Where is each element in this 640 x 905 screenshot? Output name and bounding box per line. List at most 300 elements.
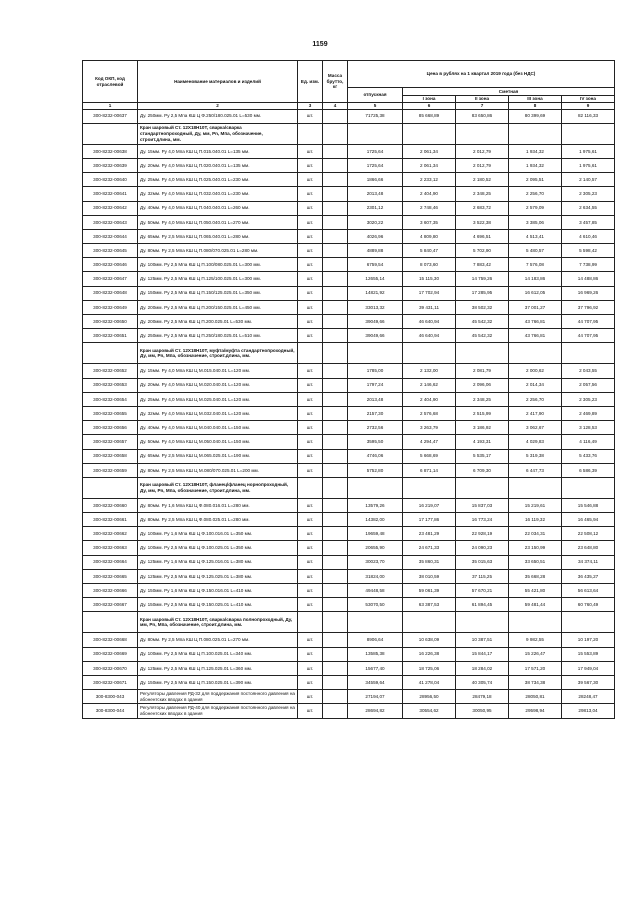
price-zone-3: 5 319,38 [509, 449, 562, 463]
item-name: Ду. 50мм. Ру 4,0 Мпа КШ Ц П.050.040.01 L=270 мм. [138, 215, 298, 229]
item-mass [323, 675, 348, 689]
item-code: 300-8232-00662 [83, 527, 138, 541]
item-code: 300-8232-00659 [83, 463, 138, 477]
empty-cell [456, 123, 509, 144]
price-release: 19659,48 [348, 527, 403, 541]
price-release: 49448,58 [348, 584, 403, 598]
table-row [83, 513, 615, 527]
price-zone-1: 2 061,34 [403, 144, 456, 158]
price-zone-4: 2 469,89 [562, 406, 615, 420]
item-mass [323, 300, 348, 314]
price-zone-3: 3 062,67 [509, 421, 562, 435]
item-unit: шт. [298, 584, 323, 598]
price-zone-3: 4 513,41 [509, 229, 562, 243]
price-release: 1725,64 [348, 158, 403, 172]
item-name: Ду. 15мм. Ру 4,0 Мпа КШ Ц М.015.040.01 L=120 мм. [138, 364, 298, 378]
item-unit: шт. [298, 109, 323, 123]
price-zone-1: 46 640,94 [403, 315, 456, 329]
price-zone-3: 2 014,34 [509, 378, 562, 392]
price-release: 2732,56 [348, 421, 403, 435]
empty-cell [562, 477, 615, 498]
item-name: Ду. 15мм. Ру 4,0 Мпа КШ Ц П.015.040.01 L=135 мм. [138, 144, 298, 158]
table-row [83, 300, 615, 314]
item-unit: шт. [298, 329, 323, 343]
empty-cell [323, 612, 348, 633]
item-unit: шт. [298, 286, 323, 300]
table-row [83, 633, 615, 647]
item-unit: шт. [298, 647, 323, 661]
section-row [83, 477, 615, 498]
empty-cell [348, 477, 403, 498]
price-zone-3: 1 934,32 [509, 158, 562, 172]
price-zone-4: 4 116,49 [562, 435, 615, 449]
price-zone-4: 22 508,12 [562, 527, 615, 541]
empty-cell [403, 477, 456, 498]
table-row [83, 315, 615, 329]
item-name: Ду. 125мм. Ру 1,6 Мпа КШ Ц Ф.125.016.01 L=380 мм. [138, 555, 298, 569]
column-index: 8 [509, 103, 562, 110]
item-mass [323, 315, 348, 329]
price-zone-2: 22 928,19 [456, 527, 509, 541]
section-title: Кран шаровый Ст. 12Х18Н10Т, сварка/сварка полнопроходный, Ду, мм, Pn, Мпа, обозначение, строит.длина, мм. [138, 612, 298, 633]
item-unit: шт. [298, 498, 323, 512]
empty-cell [323, 343, 348, 364]
item-mass [323, 364, 348, 378]
price-release: 12655,14 [348, 272, 403, 286]
price-zone-4: 15 546,88 [562, 498, 615, 512]
table-row [83, 144, 615, 158]
item-mass [323, 498, 348, 512]
price-zone-2: 2 683,72 [456, 201, 509, 215]
price-zone-4: 2 057,56 [562, 378, 615, 392]
item-name: Ду. 150мм. Ру 2,5 Мпа КШ Ц П.150.025.01 L=390 мм. [138, 675, 298, 689]
price-zone-3: 15 219,61 [509, 498, 562, 512]
price-zone-3: 2 000,62 [509, 364, 562, 378]
item-mass [323, 513, 348, 527]
item-mass [323, 661, 348, 675]
price-zone-4: 37 796,92 [562, 300, 615, 314]
price-zone-3: 55 421,80 [509, 584, 562, 598]
section-row [83, 612, 615, 633]
item-code: 300-8232-00657 [83, 435, 138, 449]
price-zone-1: 4 294,47 [403, 435, 456, 449]
item-mass [323, 187, 348, 201]
price-zone-3: 43 766,81 [509, 315, 562, 329]
price-release: 2013,48 [348, 187, 403, 201]
price-zone-4: 23 648,80 [562, 541, 615, 555]
price-zone-2: 37 115,25 [456, 569, 509, 583]
price-zone-4: 2 634,55 [562, 201, 615, 215]
price-zone-4: 2 305,23 [562, 187, 615, 201]
item-code: 300-8232-00670 [83, 661, 138, 675]
item-unit: шт. [298, 258, 323, 272]
table-row [83, 647, 615, 661]
item-unit: шт. [298, 300, 323, 314]
table-row [83, 286, 615, 300]
empty-cell [298, 477, 323, 498]
price-zone-1: 18 725,06 [403, 661, 456, 675]
price-release: 8906,64 [348, 633, 403, 647]
column-index: 3 [298, 103, 323, 110]
price-zone-3: 6 447,73 [509, 463, 562, 477]
header-code: Код ОКП, код отраслевой [83, 61, 138, 103]
table-row [83, 675, 615, 689]
price-zone-1: 85 668,89 [403, 109, 456, 123]
column-index: 4 [323, 103, 348, 110]
price-zone-1: 2 404,90 [403, 187, 456, 201]
price-zone-4: 4 610,46 [562, 229, 615, 243]
item-code: 300-8232-00639 [83, 158, 138, 172]
item-code: 300-8232-00640 [83, 173, 138, 187]
price-zone-1: 2 061,34 [403, 158, 456, 172]
item-code: 300-8232-00663 [83, 541, 138, 555]
price-release: 39049,66 [348, 329, 403, 343]
item-unit: шт. [298, 513, 323, 527]
price-release: 39049,66 [348, 315, 403, 329]
item-code: 300-8300-043 [83, 690, 138, 704]
price-zone-1: 2 132,00 [403, 364, 456, 378]
price-zone-1: 63 387,53 [403, 598, 456, 612]
table-row [83, 215, 615, 229]
price-zone-2: 2 180,52 [456, 173, 509, 187]
price-zone-3: 16 612,05 [509, 286, 562, 300]
header-zone-4: IV зона [562, 96, 615, 103]
item-mass [323, 421, 348, 435]
item-name: Ду. 20мм. Ру 4,0 Мпа КШ Ц П.020.040.01 L=135 мм. [138, 158, 298, 172]
table-body [83, 109, 615, 718]
price-zone-2: 2 515,99 [456, 406, 509, 420]
price-zone-1: 2 404,90 [403, 392, 456, 406]
item-code: 300-8300-044 [83, 704, 138, 718]
price-zone-4: 3 457,85 [562, 215, 615, 229]
empty-cell [509, 477, 562, 498]
item-unit: шт. [298, 392, 323, 406]
item-mass [323, 633, 348, 647]
item-code: 300-8232-00654 [83, 392, 138, 406]
item-name: Ду. 100мм. Ру 1,6 Мпа КШ Ц Ф.100.016.01 L=350 мм. [138, 527, 298, 541]
price-zone-3: 43 766,81 [509, 329, 562, 343]
price-release: 4889,88 [348, 244, 403, 258]
price-zone-4: 10 197,20 [562, 633, 615, 647]
item-name: Ду. 100мм. Ру 2,5 Мпа КШ Ц Ф.100.025.01 L=350 мм. [138, 541, 298, 555]
price-zone-2: 40 305,74 [456, 675, 509, 689]
item-name: Ду. 250мм. Ру 2,5 Мпа КШ Ц Ф.250/180.025.01 L=530 мм. [138, 109, 298, 123]
price-zone-3: 7 576,08 [509, 258, 562, 272]
price-zone-4: 28248,47 [562, 690, 615, 704]
item-name: Ду. 80мм. Ру 2,5 Мпа КШ Ц М.080/070.025.01 L=200 мм. [138, 463, 298, 477]
price-zone-4: 16 465,94 [562, 513, 615, 527]
item-mass [323, 109, 348, 123]
price-zone-3: 1 934,32 [509, 144, 562, 158]
column-index: 1 [83, 103, 138, 110]
table-row [83, 704, 615, 718]
price-zone-1: 2 233,12 [403, 173, 456, 187]
price-zone-2: 61 894,45 [456, 598, 509, 612]
price-zone-1: 3 263,79 [403, 421, 456, 435]
price-release: 1866,66 [348, 173, 403, 187]
price-zone-4: 1 975,61 [562, 144, 615, 158]
price-zone-3: 2 417,90 [509, 406, 562, 420]
item-unit: шт. [298, 144, 323, 158]
empty-cell [509, 123, 562, 144]
price-release: 2157,30 [348, 406, 403, 420]
price-zone-3: 17 571,20 [509, 661, 562, 675]
item-unit: шт. [298, 272, 323, 286]
empty-cell [509, 343, 562, 364]
price-zone-2: 2 348,25 [456, 187, 509, 201]
price-zone-1: 35 860,31 [403, 555, 456, 569]
item-mass [323, 435, 348, 449]
table-row [83, 187, 615, 201]
price-zone-2: 18 284,02 [456, 661, 509, 675]
item-mass [323, 201, 348, 215]
empty-cell [348, 343, 403, 364]
item-unit: шт. [298, 435, 323, 449]
item-unit: шт. [298, 675, 323, 689]
table-row [83, 449, 615, 463]
price-zone-2: 5 702,90 [456, 244, 509, 258]
item-mass [323, 286, 348, 300]
item-name: Регуляторы давления РД-40 для поддержания постоянного давления на абонентских вводах в здания [138, 704, 298, 718]
empty-cell [509, 612, 562, 633]
item-name: Ду. 150мм. Ру 2,5 Мпа КШ Ц П.150/125.025.01 L=350 мм. [138, 286, 298, 300]
table-row [83, 258, 615, 272]
empty-cell [562, 123, 615, 144]
item-code: 300-8232-00644 [83, 229, 138, 243]
item-code: 300-8232-00642 [83, 201, 138, 215]
price-zone-1: 10 638,09 [403, 633, 456, 647]
item-mass [323, 329, 348, 343]
item-name: Ду. 80мм. Ру 1,6 Мпа КШ Ц Ф.080.016.01 L=280 мм. [138, 498, 298, 512]
item-code: 300-8232-00668 [83, 633, 138, 647]
price-zone-4: 60 760,49 [562, 598, 615, 612]
price-zone-2: 30050,95 [456, 704, 509, 718]
table-row [83, 435, 615, 449]
item-unit: шт. [298, 406, 323, 420]
price-release: 2301,12 [348, 201, 403, 215]
item-unit: шт. [298, 449, 323, 463]
table-row [83, 463, 615, 477]
price-zone-2: 3 522,38 [456, 215, 509, 229]
item-mass [323, 229, 348, 243]
empty-cell [456, 612, 509, 633]
header-zone-3: III зона [509, 96, 562, 103]
section-title: Кран шаровый Ст. 12Х18Н10Т, муфта/муфта стандартнопроходный, Ду, мм, Pn, Мпа, обозначение, строит.длина, мм. [138, 343, 298, 364]
table-row [83, 229, 615, 243]
column-index: 6 [403, 103, 456, 110]
item-mass [323, 173, 348, 187]
price-zone-2: 2 012,79 [456, 158, 509, 172]
price-zone-4: 2 043,55 [562, 364, 615, 378]
price-zone-1: 2 748,46 [403, 201, 456, 215]
price-zone-2: 28479,18 [456, 690, 509, 704]
item-code: 300-8232-00653 [83, 378, 138, 392]
item-code: 300-8232-00651 [83, 329, 138, 343]
price-zone-2: 10 387,51 [456, 633, 509, 647]
page-number: 1159 [312, 41, 328, 48]
price-zone-4: 1 975,61 [562, 158, 615, 172]
item-code: 300-8232-00666 [83, 584, 138, 598]
item-unit: шт. [298, 704, 323, 718]
table-row [83, 109, 615, 123]
item-code: 300-8232-00661 [83, 513, 138, 527]
item-code: 300-8232-00655 [83, 406, 138, 420]
item-unit: шт. [298, 661, 323, 675]
item-code: 300-8232-00646 [83, 258, 138, 272]
price-zone-2: 5 535,17 [456, 449, 509, 463]
item-code: 300-8232-00641 [83, 187, 138, 201]
item-name: Ду. 65мм. Ру 2,5 Мпа КШ Ц П.065.040.01 L=280 мм. [138, 229, 298, 243]
item-mass [323, 690, 348, 704]
item-code: 300-8232-00671 [83, 675, 138, 689]
empty-cell [403, 612, 456, 633]
price-zone-2: 24 090,23 [456, 541, 509, 555]
item-name: Ду. 25мм. Ру 4,0 Мпа КШ Ц П.025.040.01 L=230 мм. [138, 173, 298, 187]
item-name: Ду. 150мм. Ру 2,5 Мпа КШ Ц Ф.150.025.01 L=410 мм. [138, 598, 298, 612]
price-zone-4: 5 433,76 [562, 449, 615, 463]
price-zone-1: 4 809,80 [403, 229, 456, 243]
price-zone-3: 22 034,31 [509, 527, 562, 541]
section-title: Кран шаровый Ст. 12Х18Н10Т, фланец/фланец норнопроходный, Ду, мм, Pn, Мпа, обозначение, строит.длина, мм. [138, 477, 298, 498]
column-index: 5 [348, 103, 403, 110]
table-row [83, 201, 615, 215]
item-unit: шт. [298, 187, 323, 201]
empty-cell [562, 612, 615, 633]
empty-cell [403, 343, 456, 364]
item-unit: шт. [298, 541, 323, 555]
table-row [83, 498, 615, 512]
item-name: Регуляторы давления РД-32 для поддержания постоянного давления на абонентских вводах в здания [138, 690, 298, 704]
item-name: Ду. 80мм. Ру 2,5 Мпа КШ Ц П.080/070.025.01 L=280 мм. [138, 244, 298, 258]
price-zone-1: 28956,50 [403, 690, 456, 704]
price-zone-4: 2 305,23 [562, 392, 615, 406]
item-mass [323, 244, 348, 258]
price-zone-1: 17 702,94 [403, 286, 456, 300]
price-zone-2: 2 096,06 [456, 378, 509, 392]
item-name: Ду. 250мм. Ру 2,5 Мпа КШ Ц П.250/180.025.01 L=510 мм. [138, 329, 298, 343]
empty-cell [83, 343, 138, 364]
item-mass [323, 449, 348, 463]
item-code: 300-8232-00656 [83, 421, 138, 435]
item-code: 300-8232-00637 [83, 109, 138, 123]
table-row [83, 527, 615, 541]
item-unit: шт. [298, 690, 323, 704]
item-unit: шт. [298, 215, 323, 229]
item-code: 300-8232-00664 [83, 555, 138, 569]
price-zone-1: 38 010,59 [403, 569, 456, 583]
table-row [83, 690, 615, 704]
price-zone-4: 44 707,95 [562, 329, 615, 343]
price-zone-2: 15 837,03 [456, 498, 509, 512]
item-mass [323, 406, 348, 420]
table-row [83, 272, 615, 286]
empty-cell [348, 612, 403, 633]
price-release: 14821,92 [348, 286, 403, 300]
item-mass [323, 378, 348, 392]
price-release: 33013,32 [348, 300, 403, 314]
header-mass: Масса брутто, кг [323, 61, 348, 103]
price-release: 14382,00 [348, 513, 403, 527]
item-code: 300-8232-00660 [83, 498, 138, 512]
item-name: Ду. 32мм. Ру 4,0 Мпа КШ Ц М.032.040.01 L=120 мм. [138, 406, 298, 420]
price-zone-3: 5 480,57 [509, 244, 562, 258]
price-release: 1725,64 [348, 144, 403, 158]
price-release: 13579,26 [348, 498, 403, 512]
price-zone-1: 2 146,62 [403, 378, 456, 392]
price-zone-1: 3 607,35 [403, 215, 456, 229]
header-estimate: Сметная [403, 88, 615, 96]
item-code: 300-8232-00638 [83, 144, 138, 158]
table-row [83, 378, 615, 392]
item-name: Ду. 25мм. Ру 4,0 Мпа КШ Ц М.025.040.01 L=120 мм. [138, 392, 298, 406]
item-code: 300-8232-00667 [83, 598, 138, 612]
table-row [83, 569, 615, 583]
item-mass [323, 527, 348, 541]
item-mass [323, 555, 348, 569]
price-zone-3: 59 481,44 [509, 598, 562, 612]
table-row [83, 158, 615, 172]
table-row [83, 661, 615, 675]
price-zone-4: 14 488,86 [562, 272, 615, 286]
price-zone-2: 2 081,79 [456, 364, 509, 378]
price-release: 4026,96 [348, 229, 403, 243]
price-zone-2: 7 883,42 [456, 258, 509, 272]
price-zone-3: 29598,94 [509, 704, 562, 718]
price-zone-3: 14 183,86 [509, 272, 562, 286]
section-title: Кран шаровый Ст. 12Х18Н10Т, сварка/сварка стандартнопроходный, Ду, мм, Pn, Мпа, обозначение, строит.длина, мм. [138, 123, 298, 144]
price-release: 31824,00 [348, 569, 403, 583]
empty-cell [298, 123, 323, 144]
item-mass [323, 158, 348, 172]
item-code: 300-8232-00652 [83, 364, 138, 378]
price-zone-1: 2 576,68 [403, 406, 456, 420]
price-zone-4: 44 707,95 [562, 315, 615, 329]
item-mass [323, 144, 348, 158]
item-name: Ду. 200мм. Ру 2,5 Мпа КШ Ц П.200/150.025.01 L=450 мм. [138, 300, 298, 314]
item-name: Ду. 20мм. Ру 4,0 Мпа КШ Ц М.020.040.01 L=120 мм. [138, 378, 298, 392]
column-index: 2 [138, 103, 298, 110]
item-unit: шт. [298, 158, 323, 172]
price-release: 5752,80 [348, 463, 403, 477]
price-zone-3: 16 119,32 [509, 513, 562, 527]
price-zone-3: 3 385,06 [509, 215, 562, 229]
item-unit: шт. [298, 569, 323, 583]
table-row [83, 421, 615, 435]
price-zone-4: 7 738,99 [562, 258, 615, 272]
price-release: 13585,38 [348, 647, 403, 661]
price-zone-1: 24 671,33 [403, 541, 456, 555]
table-row [83, 364, 615, 378]
item-name: Ду. 100мм. Ру 2,5 Мпа КШ Ц П.100.025.01 L=340 мм. [138, 647, 298, 661]
price-zone-4: 82 116,33 [562, 109, 615, 123]
item-mass [323, 569, 348, 583]
empty-cell [83, 612, 138, 633]
item-name: Ду. 80мм. Ру 2,5 Мпа КШ Ц Ф.080.025.01 L=280 мм. [138, 513, 298, 527]
price-release: 2013,48 [348, 392, 403, 406]
table-row [83, 584, 615, 598]
item-unit: шт. [298, 421, 323, 435]
price-zone-1: 30554,62 [403, 704, 456, 718]
price-zone-2: 45 542,32 [456, 329, 509, 343]
item-unit: шт. [298, 633, 323, 647]
item-unit: шт. [298, 378, 323, 392]
table-row [83, 329, 615, 343]
price-zone-1: 8 073,60 [403, 258, 456, 272]
price-release: 27194,07 [348, 690, 403, 704]
item-mass [323, 704, 348, 718]
header-release: отпускная [348, 88, 403, 103]
price-zone-4: 2 140,57 [562, 173, 615, 187]
